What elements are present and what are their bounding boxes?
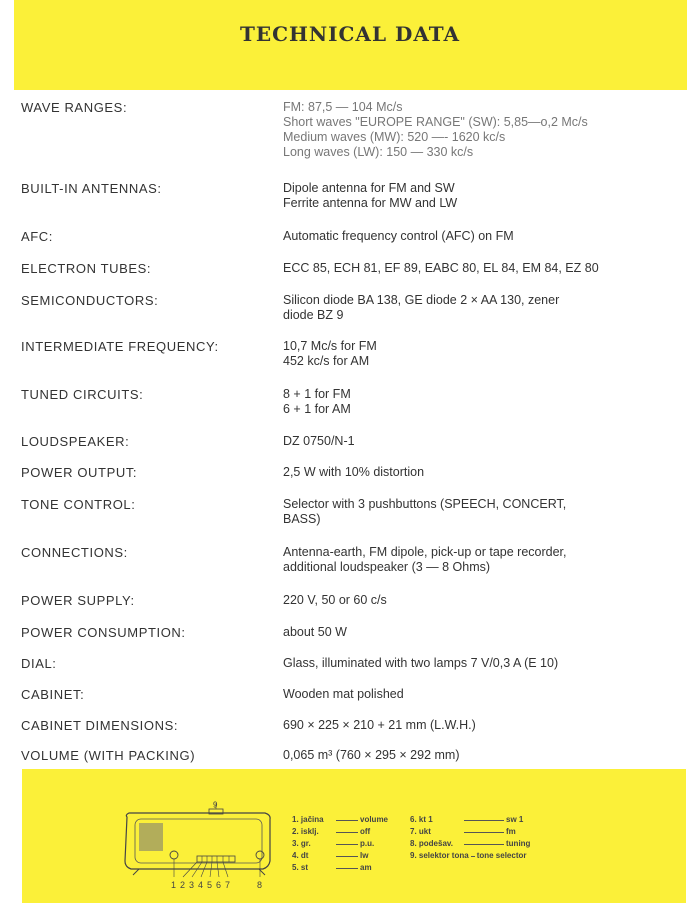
spec-line: ECC 85, ECH 81, EF 89, EABC 80, EL 84, EM 84, EZ 80 bbox=[283, 261, 599, 275]
legend-band bbox=[22, 769, 686, 903]
speaker-grille bbox=[139, 823, 163, 851]
legend-item: 5. st am bbox=[292, 863, 372, 872]
spec-line: 2,5 W with 10% distortion bbox=[283, 465, 425, 479]
spec-label: CABINET DIMENSIONS: bbox=[21, 718, 179, 733]
pushbutton-bank bbox=[197, 856, 235, 862]
spec-value bbox=[283, 181, 688, 211]
spec-value bbox=[283, 465, 688, 480]
spec-value bbox=[283, 293, 688, 323]
legend-item: 3. gr. p.u. bbox=[292, 839, 375, 848]
spec-line: 0,065 m³ (760 × 295 × 292 mm) bbox=[283, 748, 460, 762]
spec-label: CONNECTIONS: bbox=[21, 545, 128, 560]
legend-item: 6. kt 1 sw 1 bbox=[410, 815, 524, 824]
spec-value bbox=[283, 718, 688, 733]
spec-label: ELECTRON TUBES: bbox=[21, 261, 152, 276]
spec-line: Selector with 3 pushbuttons (SPEECH, CONCERT, bbox=[283, 497, 567, 511]
diagram-number: 7 bbox=[225, 880, 231, 890]
diagram-number: 2 bbox=[180, 880, 186, 890]
spec-label: LOUDSPEAKER: bbox=[21, 434, 130, 449]
spec-line: Silicon diode BA 138, GE diode 2 × AA 130, zener bbox=[283, 293, 560, 307]
legend-item: 9. selektor tona tone selector bbox=[410, 851, 527, 860]
legend-item: 7. ukt fm bbox=[410, 827, 516, 836]
spec-label: SEMICONDUCTORS: bbox=[21, 293, 159, 308]
spec-line: Long waves (LW): 150 — 330 kc/s bbox=[283, 145, 474, 159]
diagram-number: 9 bbox=[213, 800, 218, 810]
spec-label: INTERMEDIATE FREQUENCY: bbox=[21, 339, 219, 354]
spec-label: TONE CONTROL: bbox=[21, 497, 136, 512]
radio-diagram bbox=[117, 799, 287, 909]
spec-line: Dipole antenna for FM and SW bbox=[283, 181, 455, 195]
diagram-number: 6 bbox=[216, 880, 222, 890]
spec-value bbox=[283, 229, 688, 244]
spec-line: DZ 0750/N-1 bbox=[283, 434, 355, 448]
spec-value bbox=[283, 497, 688, 527]
spec-label: POWER SUPPLY: bbox=[21, 593, 135, 608]
spec-value bbox=[283, 261, 688, 276]
spec-line: Antenna-earth, FM dipole, pick-up or tape recorder, bbox=[283, 545, 567, 559]
spec-line: 452 kc/s for AM bbox=[283, 354, 370, 368]
spec-line: FM: 87,5 — 104 Mc/s bbox=[283, 100, 403, 114]
spec-value bbox=[283, 593, 688, 608]
legend-left bbox=[292, 814, 388, 874]
volume-knob bbox=[170, 851, 178, 859]
spec-line: Ferrite antenna for MW and LW bbox=[283, 196, 458, 210]
spec-line: additional loudspeaker (3 — 8 Ohms) bbox=[283, 560, 491, 574]
spec-value bbox=[283, 387, 688, 417]
tuning-knob bbox=[256, 851, 264, 859]
spec-line: diode BZ 9 bbox=[283, 308, 344, 322]
spec-label: CABINET: bbox=[21, 687, 85, 702]
spec-label: WAVE RANGES: bbox=[21, 100, 128, 115]
spec-line: about 50 W bbox=[283, 625, 347, 639]
spec-value bbox=[283, 656, 688, 671]
spec-line: BASS) bbox=[283, 512, 321, 526]
spec-value bbox=[283, 434, 688, 449]
spec-label: VOLUME (WITH PACKING) bbox=[21, 748, 196, 763]
spec-line: 10,7 Mc/s for FM bbox=[283, 339, 377, 353]
diagram-number: 8 bbox=[257, 880, 263, 890]
spec-line: Wooden mat polished bbox=[283, 687, 404, 701]
diagram-number: 1 bbox=[171, 880, 177, 890]
spec-label: POWER CONSUMPTION: bbox=[21, 625, 186, 640]
spec-line: 220 V, 50 or 60 c/s bbox=[283, 593, 387, 607]
diagram-number: 4 bbox=[198, 880, 204, 890]
page-title: TECHNICAL DATA bbox=[239, 22, 461, 46]
spec-line: 6 + 1 for AM bbox=[283, 402, 351, 416]
spec-label: DIAL: bbox=[21, 656, 57, 671]
spec-value bbox=[283, 339, 688, 369]
spec-label: BUILT-IN ANTENNAS: bbox=[21, 181, 162, 196]
spec-line: Glass, illuminated with two lamps 7 V/0,3 A (E 10) bbox=[283, 656, 559, 670]
legend-item: 1. jačina volume bbox=[292, 815, 389, 824]
spec-value bbox=[283, 687, 688, 702]
spec-value bbox=[283, 625, 688, 640]
spec-value bbox=[283, 748, 688, 763]
spec-line: Medium waves (MW): 520 —- 1620 kc/s bbox=[283, 130, 506, 144]
spec-value bbox=[283, 545, 688, 575]
spec-label: TUNED CIRCUITS: bbox=[21, 387, 144, 402]
spec-label: AFC: bbox=[21, 229, 54, 244]
legend-right bbox=[410, 814, 530, 862]
diagram-number: 3 bbox=[189, 880, 195, 890]
spec-line: Automatic frequency control (AFC) on FM bbox=[283, 229, 514, 243]
spec-line: 690 × 225 × 210 + 21 mm (L.W.H.) bbox=[283, 718, 476, 732]
spec-line: Short waves "EUROPE RANGE" (SW): 5,85—o,2 Mc/s bbox=[283, 115, 588, 129]
legend-item: 4. dt lw bbox=[292, 851, 369, 860]
spec-line: 8 + 1 for FM bbox=[283, 387, 351, 401]
legend-item: 8. podešav. tuning bbox=[410, 839, 531, 848]
spec-value bbox=[283, 100, 688, 160]
legend-item: 2. isklj. off bbox=[292, 827, 371, 836]
diagram-number: 5 bbox=[207, 880, 213, 890]
spec-label: POWER OUTPUT: bbox=[21, 465, 138, 480]
